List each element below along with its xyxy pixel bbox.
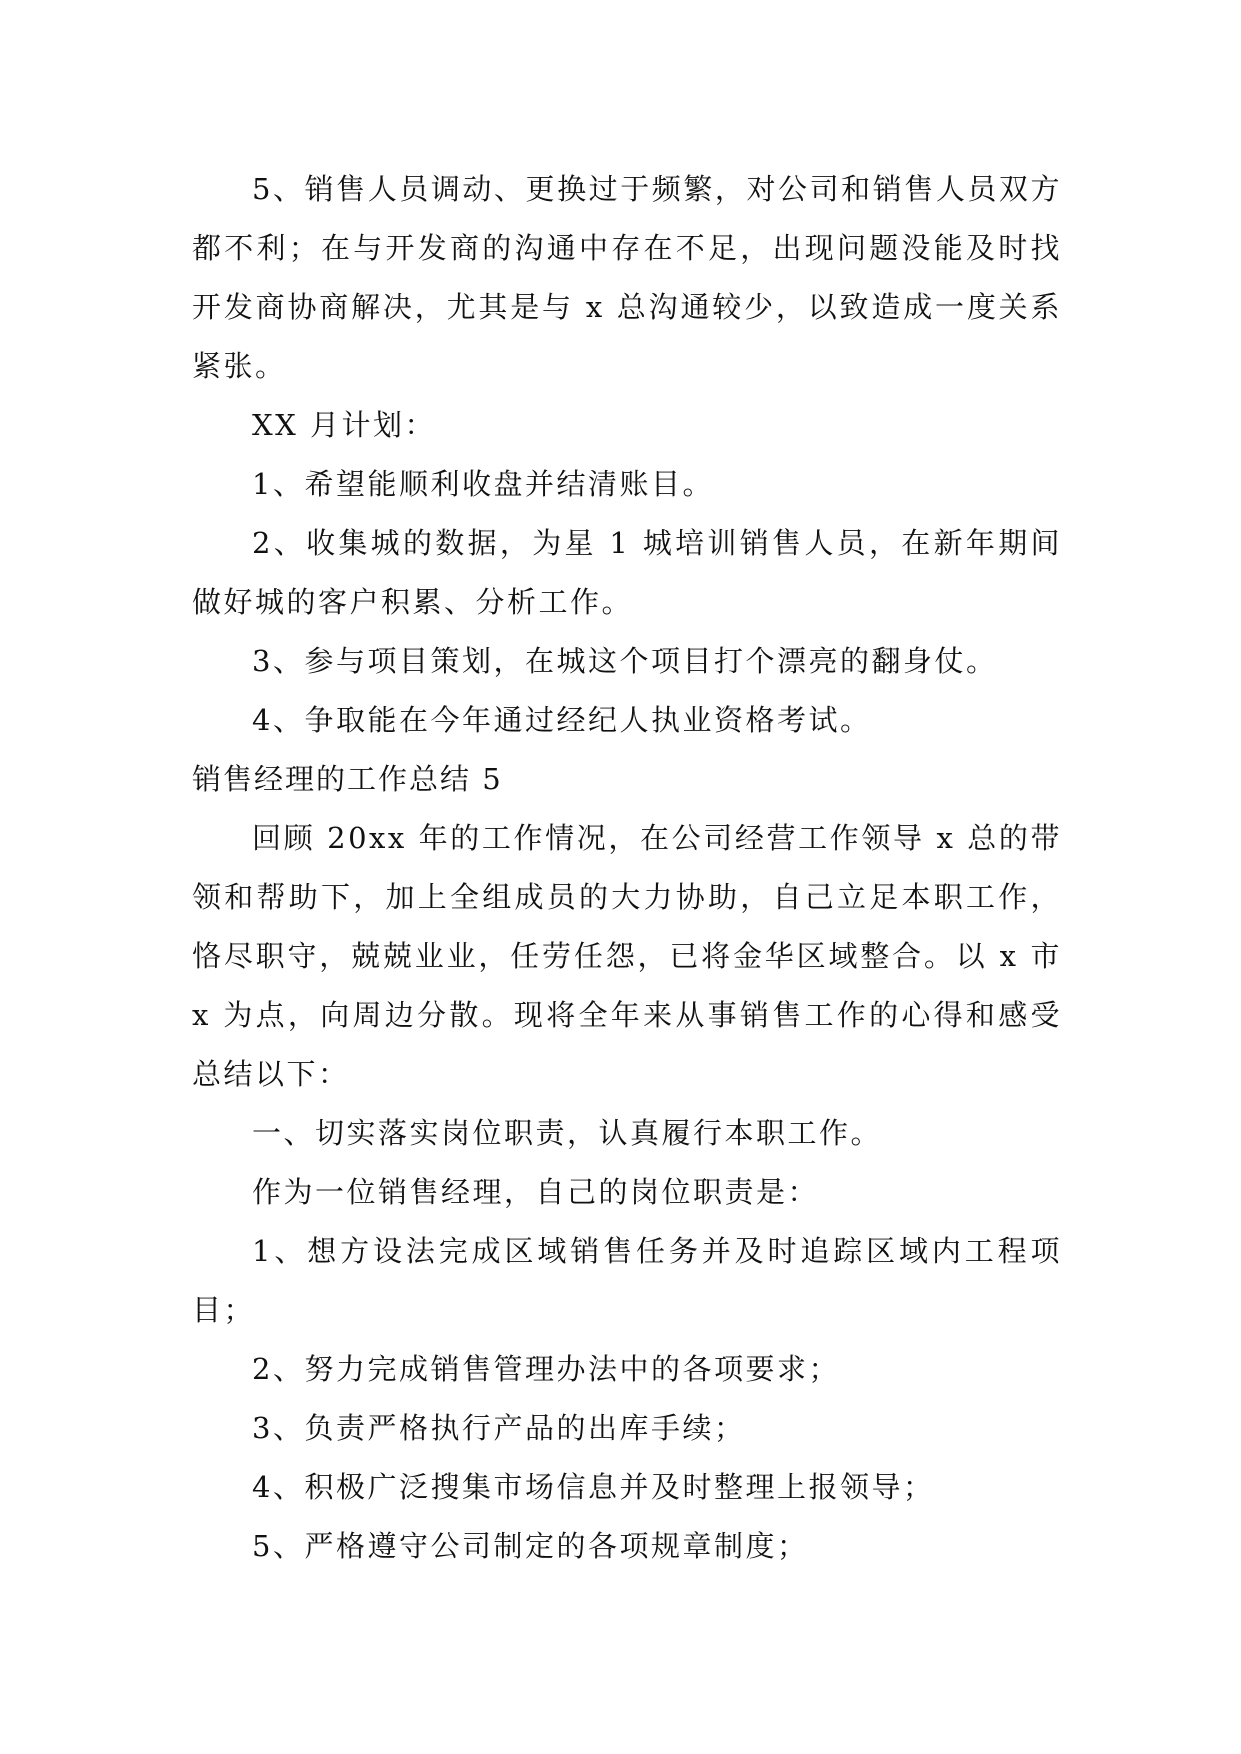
paragraph-plan-2: 2、收集城的数据，为星 1 城培训销售人员，在新年期间做好城的客户积累、分析工作。: [192, 526, 1062, 619]
paragraph-duty-5: 5、严格遵守公司制定的各项规章制度；: [252, 1529, 809, 1563]
paragraph-plan-1: 1、希望能顺利收盘并结清账目。: [252, 467, 714, 501]
paragraph-duty-4: 4、积极广泛搜集市场信息并及时整理上报领导；: [252, 1470, 935, 1504]
paragraph-plan-heading: XX 月计划：: [252, 408, 437, 442]
paragraph-duty-heading: 一、切实落实岗位职责，认真履行本职工作。: [252, 1116, 883, 1150]
section-title: 销售经理的工作总结 5: [192, 762, 503, 796]
paragraph-duty-1: 1、想方设法完成区域销售任务并及时追踪区域内工程项目；: [192, 1234, 1062, 1327]
document-body: [192, 160, 1062, 1576]
paragraph-duty-2: 2、努力完成销售管理办法中的各项要求；: [252, 1352, 840, 1386]
paragraph-duty-3: 3、负责严格执行产品的出库手续；: [252, 1411, 746, 1445]
paragraph-review: 回顾 20xx 年的工作情况，在公司经营工作领导 x 总的带领和帮助下，加上全组成员的大力协助，自己立足本职工作，恪尽职守，兢兢业业，任劳任怨，已将金华区域整合。以 x 市 x 为点，向周边分散。现将全年来从事销售工作的心得和感受总结以下：: [192, 821, 1062, 1091]
paragraph-plan-3: 3、参与项目策划，在城这个项目打个漂亮的翻身仗。: [252, 644, 998, 678]
paragraph-plan-4: 4、争取能在今年通过经纪人执业资格考试。: [252, 703, 872, 737]
paragraph-duty-intro: 作为一位销售经理，自己的岗位职责是：: [252, 1175, 820, 1209]
paragraph-problem-5: 5、销售人员调动、更换过于频繁，对公司和销售人员双方都不利；在与开发商的沟通中存在不足，出现问题没能及时找开发商协商解决，尤其是与 x 总沟通较少，以致造成一度关系紧张。: [192, 172, 1062, 383]
